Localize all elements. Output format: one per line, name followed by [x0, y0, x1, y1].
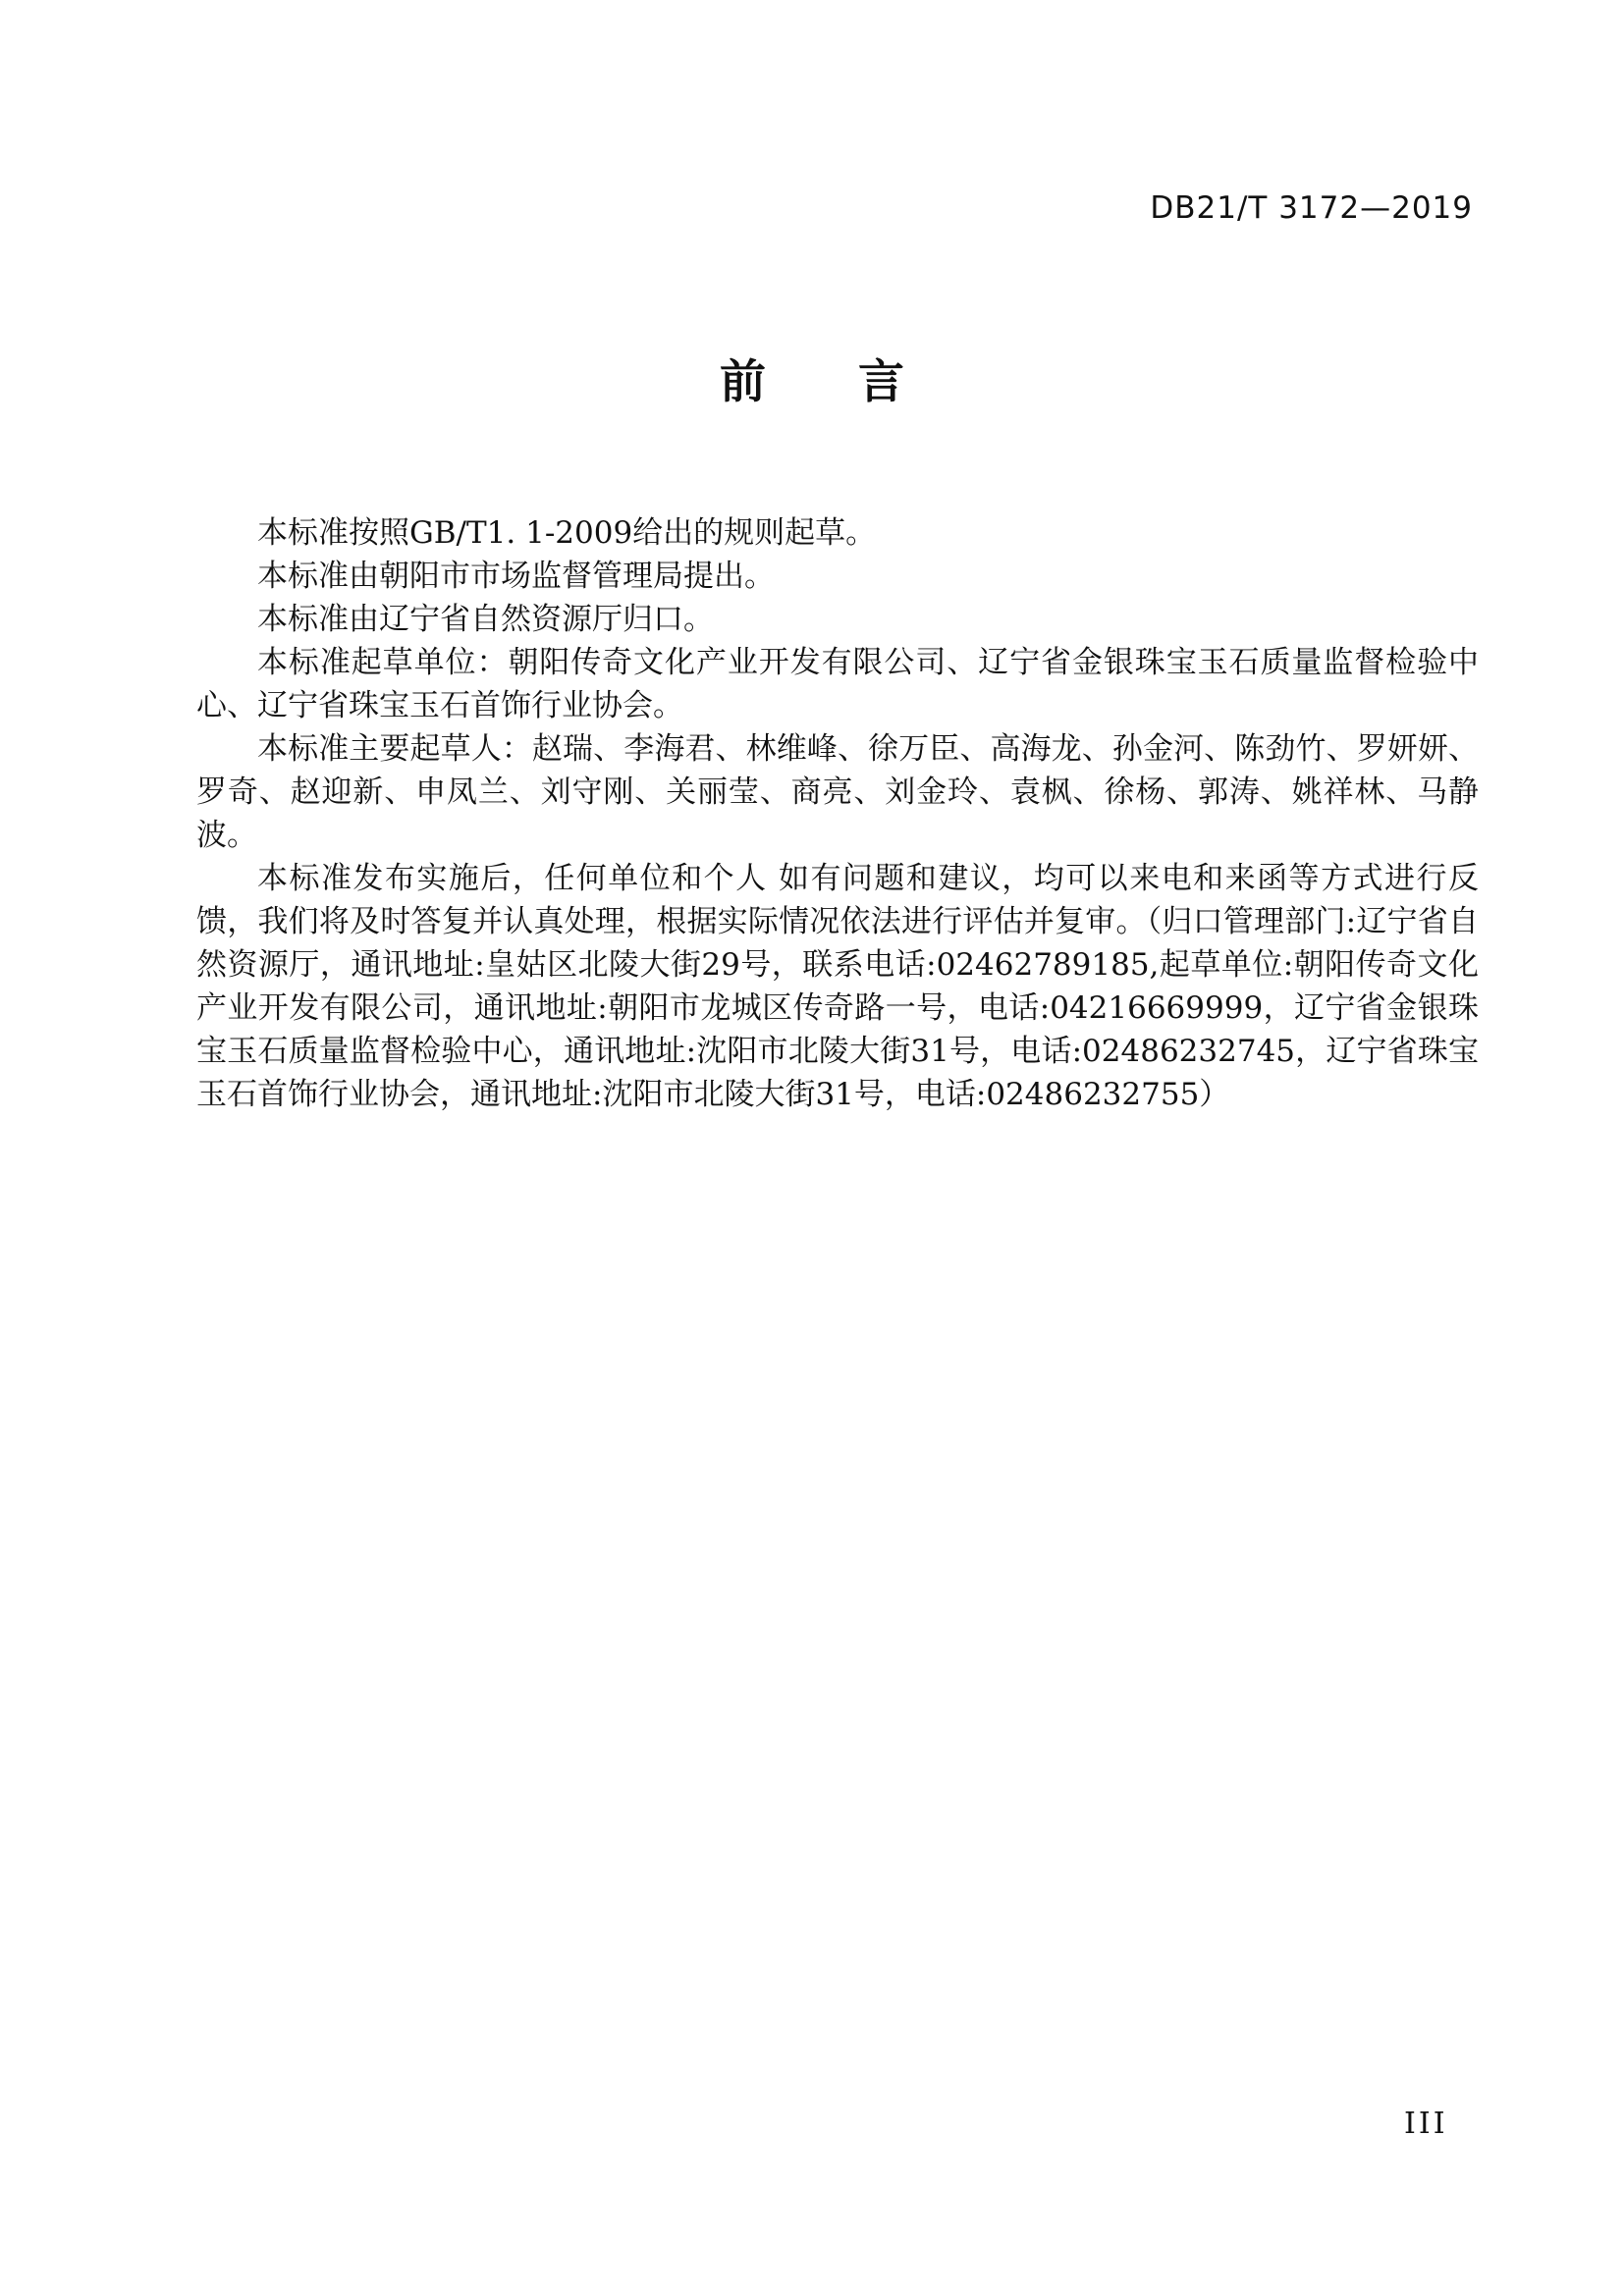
paragraph-centralized-by: 本标准由辽宁省自然资源厅归口。	[257, 602, 714, 637]
paragraph-drafting-organizations: 本标准起草单位：朝阳传奇文化产业开发有限公司、辽宁省金银珠宝玉石质量监督检验中心、辽宁省珠宝玉石首饰行业协会。	[196, 645, 1479, 723]
paragraph-feedback-contact: 本标准发布实施后，任何单位和个人 如有问题和建议，均可以来电和来函等方式进行反馈，我们将及时答复并认真处理，根据实际情况依法进行评估并复审。（归口管理部门:辽宁省自然资源厅，通讯地址:皇姑区北陵大街29号，联系电话:02462789185,起草单位:朝阳传奇文化产业开发有限公司，通讯地址:朝阳市龙城区传奇路一号，电话:04216669999，辽宁省金银珠宝玉石质量监督检验中心，通讯地址:沈阳市北陵大街31号，电话:02486232745，辽宁省珠宝玉石首饰行业协会，通讯地址:沈阳市北陵大街31号，电话:02486232755）	[196, 861, 1479, 1112]
page-title: 前 言	[720, 355, 904, 409]
standard-code-header: DB21/T 3172—2019	[1150, 190, 1473, 226]
paragraph-drafting-rules: 本标准按照GB/T1. 1-2009给出的规则起草。	[257, 515, 877, 551]
page-number: III	[1404, 2107, 1448, 2141]
paragraph-proposed-by: 本标准由朝阳市市场监督管理局提出。	[257, 559, 775, 594]
paragraph-main-drafters: 本标准主要起草人：赵瑞、李海君、林维峰、徐万臣、高海龙、孙金河、陈劲竹、罗妍妍、罗奇、赵迎新、申凤兰、刘守刚、关丽莹、商亮、刘金玲、袁枫、徐杨、郭涛、姚祥林、马静波。	[196, 731, 1479, 853]
foreword-body	[196, 511, 1479, 1116]
